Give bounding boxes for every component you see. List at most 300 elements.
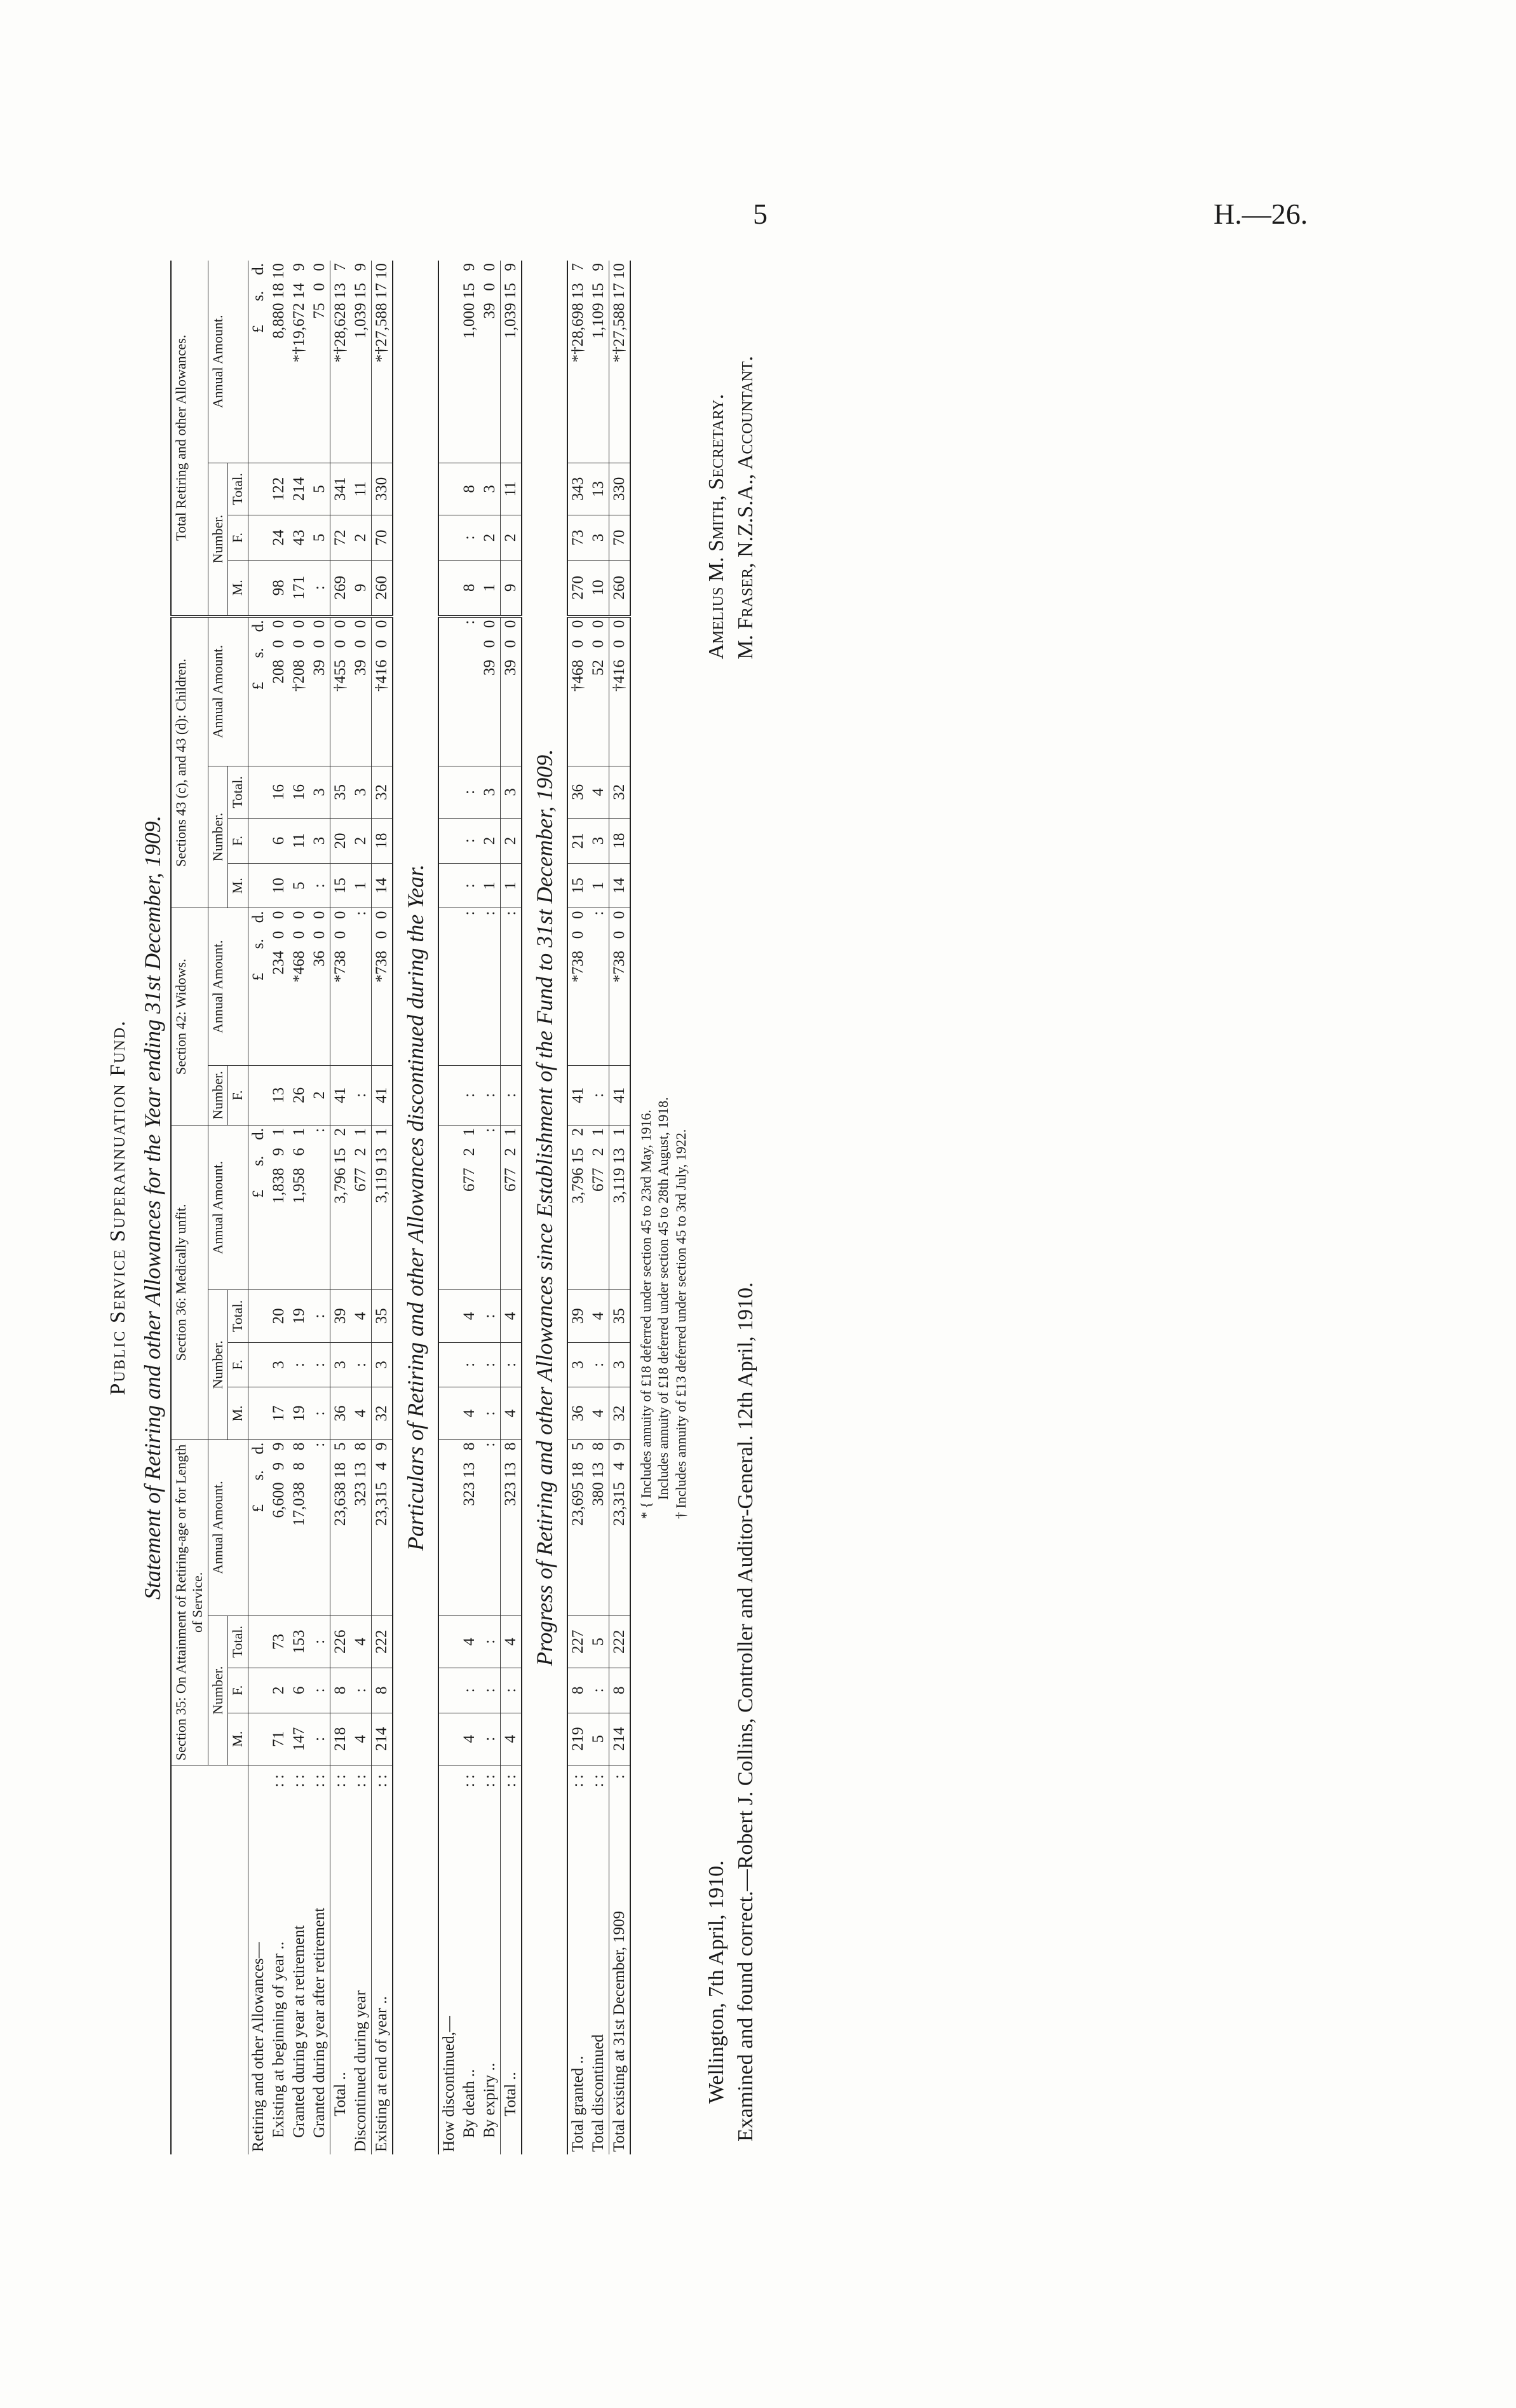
s43-f-cell: 2: [351, 819, 372, 864]
s42-amount-cell: 234 0 0: [269, 908, 289, 1065]
table-row: [588, 261, 609, 2154]
f-header: F.: [228, 819, 248, 864]
s36-m-cell: 36: [567, 1387, 588, 1439]
row-label: [500, 1765, 522, 2154]
s43-m-cell: 15: [330, 863, 351, 908]
s42-f-cell: :: [480, 1065, 501, 1125]
total-f-cell: 43: [289, 515, 309, 561]
total-total-cell: 8: [459, 463, 480, 515]
s35-amount-cell: 323 13 8: [459, 1439, 480, 1616]
s36-amount-cell: 677 2 1: [588, 1126, 609, 1290]
total-f-cell: 73: [567, 515, 588, 561]
s43-total-cell: 3: [351, 766, 372, 818]
s42-amount-cell: :: [480, 908, 501, 1065]
s36-f-cell: 3: [567, 1342, 588, 1387]
s36-f-cell: 3: [371, 1342, 393, 1387]
row-label: [567, 1765, 588, 2154]
s36-f-cell: 3: [609, 1342, 630, 1387]
footnote-3: † Includes annuity of £13 deferred under section 45 to 3rd July, 1922.: [672, 1129, 689, 1519]
footnote-2: Includes annuity of £18 deferred under section 45 to 28th August, 1918.: [655, 1097, 672, 1500]
table-row: [459, 261, 480, 2154]
s43-total-cell: 36: [567, 766, 588, 818]
row-label: [588, 1765, 609, 2154]
total-amount-cell: 1,000 15 9: [459, 261, 480, 463]
total-total-cell: 11: [500, 463, 522, 515]
leader-dots: :: [610, 1774, 628, 1779]
f-header: F.: [228, 1065, 248, 1125]
accountant-signature: M. Fraser, N.Z.S.A., Accountant.: [733, 356, 757, 660]
s35-total-cell: 222: [371, 1616, 393, 1668]
s42-f-cell: 13: [269, 1065, 289, 1125]
row-label: [351, 1765, 372, 2154]
s36-m-cell: 17: [269, 1387, 289, 1439]
total-f-cell: 2: [351, 515, 372, 561]
s35-f-cell: 2: [269, 1668, 289, 1713]
s42-f-cell: :: [351, 1065, 372, 1125]
rotated-sheet: [102, 261, 1150, 2154]
s43-total-cell: 3: [309, 766, 330, 818]
leader-dots: : :: [269, 1774, 287, 1788]
total-header: Total Retiring and other Allowances.: [171, 261, 208, 616]
total-m-cell: 8: [459, 560, 480, 616]
s35-total-cell: 227: [567, 1616, 588, 1668]
statement-table: [170, 261, 393, 2154]
s36-amount-cell: 1,958 6 1: [289, 1126, 309, 1290]
s36-total-cell: 35: [371, 1290, 393, 1342]
f-header: F.: [228, 1668, 248, 1713]
s36-total-cell: 35: [609, 1290, 630, 1342]
total-m-cell: 269: [330, 560, 351, 616]
s35-amount-cell: 23,638 18 5: [330, 1439, 351, 1616]
document-reference: H.—26.: [1214, 198, 1308, 230]
total-amount-cell: 1,039 15 9: [500, 261, 522, 463]
s43-m-cell: 5: [289, 863, 309, 908]
row-label-text: Granted during year after retirement: [310, 1907, 328, 2138]
row-label: [371, 1765, 393, 2154]
s36-total-cell: 39: [567, 1290, 588, 1342]
leader-dots: : :: [372, 1774, 390, 1788]
s43-total-cell: 16: [289, 766, 309, 818]
table-row: [609, 261, 630, 2154]
s43-m-cell: 10: [269, 863, 289, 908]
s43-amount-cell: †416 0 0: [371, 616, 393, 766]
total-f-cell: 24: [269, 515, 289, 561]
currency-label: £ s. d.: [248, 908, 269, 1065]
examined-statement: Examined and found correct.—Robert J. Collins, Controller and Auditor-General. 12th April, 1910.: [733, 1282, 757, 2142]
s35-m-cell: :: [480, 1713, 501, 1765]
s36-f-cell: :: [459, 1342, 480, 1387]
s42-f-cell: 41: [609, 1065, 630, 1125]
s43-f-cell: :: [459, 819, 480, 864]
s42-amount-cell: *738 0 0: [371, 908, 393, 1065]
s36-amount-cell: 3,119 13 1: [371, 1126, 393, 1290]
total-m-cell: 260: [609, 560, 630, 616]
total-f-cell: 72: [330, 515, 351, 561]
s36-f-cell: :: [500, 1342, 522, 1387]
s43-m-cell: 1: [588, 863, 609, 908]
total-f-cell: :: [459, 515, 480, 561]
table-row: [269, 261, 289, 2154]
doc-title: Public Service Superannuation Fund.: [106, 1019, 130, 1396]
s43-total-cell: 35: [330, 766, 351, 818]
row-label: [480, 1765, 501, 2154]
total-total-cell: 341: [330, 463, 351, 515]
total-m-cell: 10: [588, 560, 609, 616]
row-label-text: By death ..: [460, 2069, 478, 2138]
s43-amount-cell: 39 0 0: [500, 616, 522, 766]
s43-amount-cell: †416 0 0: [609, 616, 630, 766]
s35-total-cell: :: [309, 1616, 330, 1668]
s35-m-cell: 214: [371, 1713, 393, 1765]
s43-total-cell: 3: [500, 766, 522, 818]
s35-m-cell: 4: [351, 1713, 372, 1765]
s43-f-cell: 21: [567, 819, 588, 864]
page-number: 5: [753, 198, 768, 230]
total-f-cell: 70: [371, 515, 393, 561]
s35-amount-cell: 380 13 8: [588, 1439, 609, 1616]
s36-m-cell: 36: [330, 1387, 351, 1439]
secretary-signature: Amelius M. Smith, Secretary.: [705, 393, 729, 660]
number-header: Number.: [208, 1616, 227, 1765]
leader-dots: : :: [310, 1774, 328, 1788]
s42-amount-cell: 36 0 0: [309, 908, 330, 1065]
s36-f-cell: 3: [269, 1342, 289, 1387]
s35-total-cell: 73: [269, 1616, 289, 1668]
s42-amount-cell: *738 0 0: [609, 908, 630, 1065]
total-amount-cell: *†28,698 13 7: [567, 261, 588, 463]
row-label-text: Total existing at 31st December, 1909: [610, 1910, 628, 2152]
total-m-cell: 9: [351, 560, 372, 616]
s35-header: Section 35: On Attainment of Retiring-age or for Length of Service.: [171, 1439, 208, 1765]
s36-m-cell: 32: [609, 1387, 630, 1439]
s43-m-cell: 1: [351, 863, 372, 908]
total-amount-cell: *†27,588 17 10: [609, 261, 630, 463]
total-total-cell: 214: [289, 463, 309, 515]
s42-f-cell: 26: [289, 1065, 309, 1125]
s35-f-cell: 6: [289, 1668, 309, 1713]
s36-m-cell: :: [309, 1387, 330, 1439]
row-label: [269, 1765, 289, 2154]
leader-dots: : :: [331, 1774, 349, 1788]
table-row: [567, 261, 588, 2154]
s43-amount-cell: 208 0 0: [269, 616, 289, 766]
s36-total-cell: 20: [269, 1290, 289, 1342]
s36-f-cell: :: [480, 1342, 501, 1387]
total-m-cell: 171: [289, 560, 309, 616]
s35-m-cell: 147: [289, 1713, 309, 1765]
row-label-text: Total discontinued: [589, 2034, 607, 2152]
s42-f-cell: :: [459, 1065, 480, 1125]
s43-f-cell: 18: [609, 819, 630, 864]
s43-f-cell: 2: [480, 819, 501, 864]
total-total-cell: 343: [567, 463, 588, 515]
s43-m-cell: 1: [500, 863, 522, 908]
discontinued-table: [438, 261, 522, 2154]
s35-f-cell: :: [351, 1668, 372, 1713]
s35-total-cell: 222: [609, 1616, 630, 1668]
s43-total-cell: 16: [269, 766, 289, 818]
total-total-cell: 3: [480, 463, 501, 515]
s42-amount-cell: :: [351, 908, 372, 1065]
signature-block: [702, 261, 791, 2154]
s36-total-cell: 39: [330, 1290, 351, 1342]
s43-f-cell: 2: [500, 819, 522, 864]
total-f-cell: 3: [588, 515, 609, 561]
m-header: M.: [228, 863, 248, 908]
annual-header: Annual Amount.: [208, 1439, 248, 1616]
s43-amount-cell: :: [459, 616, 480, 766]
s36-m-cell: 4: [500, 1387, 522, 1439]
total-amount-cell: 1,039 15 9: [351, 261, 372, 463]
s35-amount-cell: 6,600 9 9: [269, 1439, 289, 1616]
table-row: [309, 261, 330, 2154]
currency-row: [248, 261, 269, 2154]
table-row: [371, 261, 393, 2154]
s43-f-cell: 11: [289, 819, 309, 864]
leader-dots: : :: [290, 1774, 308, 1788]
total-m-cell: 270: [567, 560, 588, 616]
leader-dots: : :: [480, 1774, 498, 1788]
s42-amount-cell: *738 0 0: [567, 908, 588, 1065]
row-label-text: Total ..: [501, 2072, 519, 2116]
s36-amount-cell: :: [309, 1126, 330, 1290]
total-count-header: Total.: [228, 1290, 248, 1342]
currency-label: £ s. d.: [248, 616, 269, 766]
s35-m-cell: 219: [567, 1713, 588, 1765]
s35-m-cell: 218: [330, 1713, 351, 1765]
place-date: Wellington, 7th April, 1910.: [705, 1860, 729, 2104]
label-column-header: [171, 1765, 248, 2154]
s36-amount-cell: :: [480, 1126, 501, 1290]
s36-amount-cell: 3,796 15 2: [567, 1126, 588, 1290]
progress-title: Progress of Retiring and other Allowances since Establishment of the Fund to 31st December, 1909.: [531, 749, 557, 1666]
s43-f-cell: 20: [330, 819, 351, 864]
s43-total-cell: 3: [480, 766, 501, 818]
s35-f-cell: :: [309, 1668, 330, 1713]
s35-m-cell: 214: [609, 1713, 630, 1765]
s35-amount-cell: 323 13 8: [500, 1439, 522, 1616]
s35-f-cell: 8: [330, 1668, 351, 1713]
s36-total-cell: 4: [500, 1290, 522, 1342]
s42-f-cell: 2: [309, 1065, 330, 1125]
s42-f-cell: 41: [567, 1065, 588, 1125]
number-header: Number.: [208, 1065, 227, 1125]
total-f-cell: 5: [309, 515, 330, 561]
s43-f-cell: 3: [588, 819, 609, 864]
s43-m-cell: 15: [567, 863, 588, 908]
total-amount-cell: 39 0 0: [480, 261, 501, 463]
table-row: [330, 261, 351, 2154]
s36-amount-cell: 677 2 1: [459, 1126, 480, 1290]
s35-total-cell: 5: [588, 1616, 609, 1668]
s36-f-cell: :: [351, 1342, 372, 1387]
s35-f-cell: :: [459, 1668, 480, 1713]
total-amount-cell: *†27,588 17 10: [371, 261, 393, 463]
s36-total-cell: :: [309, 1290, 330, 1342]
row-label-text: Total granted ..: [569, 2056, 586, 2152]
s43-total-cell: :: [459, 766, 480, 818]
s43-total-cell: 32: [371, 766, 393, 818]
table-row: [480, 261, 501, 2154]
total-amount-cell: 1,109 15 9: [588, 261, 609, 463]
currency-label: £ s. d.: [248, 261, 269, 463]
s35-f-cell: 8: [567, 1668, 588, 1713]
s36-total-cell: 4: [351, 1290, 372, 1342]
total-m-cell: 260: [371, 560, 393, 616]
s43-m-cell: :: [309, 863, 330, 908]
s36-header: Section 36: Medically unfit.: [171, 1126, 208, 1440]
s35-m-cell: 4: [500, 1713, 522, 1765]
annual-header: Annual Amount.: [208, 1126, 248, 1290]
footnotes: [637, 261, 690, 1519]
s35-f-cell: 8: [371, 1668, 393, 1713]
s36-m-cell: 4: [459, 1387, 480, 1439]
s36-m-cell: 4: [588, 1387, 609, 1439]
total-amount-cell: *†28,628 13 7: [330, 261, 351, 463]
s36-f-cell: 3: [330, 1342, 351, 1387]
s36-amount-cell: 1,838 9 1: [269, 1126, 289, 1290]
s43-m-cell: 1: [480, 863, 501, 908]
s42-amount-cell: *468 0 0: [289, 908, 309, 1065]
m-header: M.: [228, 1387, 248, 1439]
table2-heading: How discontinued,—: [440, 2016, 457, 2152]
row-label-text: By expiry ..: [480, 2062, 498, 2138]
total-count-header: Total.: [228, 1616, 248, 1668]
m-header: M.: [228, 560, 248, 616]
leader-dots: : :: [460, 1774, 478, 1788]
s35-total-cell: 4: [500, 1616, 522, 1668]
s42-f-cell: 41: [330, 1065, 351, 1125]
s43-amount-cell: †468 0 0: [567, 616, 588, 766]
s43-amount-cell: 39 0 0: [480, 616, 501, 766]
s35-m-cell: 4: [459, 1713, 480, 1765]
total-total-cell: 13: [588, 463, 609, 515]
currency-label: £ s. d.: [248, 1126, 269, 1290]
s43-amount-cell: †208 0 0: [289, 616, 309, 766]
s36-amount-cell: 677 2 1: [500, 1126, 522, 1290]
s35-amount-cell: :: [309, 1439, 330, 1616]
leader-dots: : :: [569, 1774, 586, 1788]
s43-m-cell: 14: [371, 863, 393, 908]
m-header: M.: [228, 1713, 248, 1765]
s43-f-cell: 18: [371, 819, 393, 864]
total-f-cell: 2: [480, 515, 501, 561]
footnote-1: * { Includes annuity of £18 deferred under section 45 to 23rd May, 1916.: [637, 1110, 654, 1519]
row-label-text: Granted during year at retirement: [290, 1925, 308, 2138]
s42-f-cell: :: [588, 1065, 609, 1125]
annual-header: Annual Amount.: [208, 908, 248, 1065]
table1-heading: Retiring and other Allowances—: [249, 1942, 267, 2152]
number-header: Number.: [208, 463, 227, 616]
s42-f-cell: 41: [371, 1065, 393, 1125]
f-header: F.: [228, 1342, 248, 1387]
annual-header: Annual Amount.: [208, 616, 248, 766]
s35-total-cell: 4: [459, 1616, 480, 1668]
s35-m-cell: 71: [269, 1713, 289, 1765]
total-m-cell: 1: [480, 560, 501, 616]
s36-amount-cell: 3,119 13 1: [609, 1126, 630, 1290]
s35-amount-cell: 17,038 8 8: [289, 1439, 309, 1616]
s43-f-cell: 6: [269, 819, 289, 864]
s36-total-cell: :: [480, 1290, 501, 1342]
s42-amount-cell: :: [588, 908, 609, 1065]
s43-amount-cell: †455 0 0: [330, 616, 351, 766]
total-count-header: Total.: [228, 766, 248, 818]
total-amount-cell: 8,880 18 10: [269, 261, 289, 463]
total-m-cell: :: [309, 560, 330, 616]
leader-dots: : :: [351, 1774, 369, 1788]
s35-amount-cell: 23,315 4 9: [609, 1439, 630, 1616]
table-row: [351, 261, 372, 2154]
s43-total-cell: 32: [609, 766, 630, 818]
total-amount-cell: 75 0 0: [309, 261, 330, 463]
s36-total-cell: 4: [588, 1290, 609, 1342]
s43-amount-cell: 39 0 0: [309, 616, 330, 766]
s35-amount-cell: 323 13 8: [351, 1439, 372, 1616]
statement-title: Statement of Retiring and other Allowances for the Year ending 31st December, 1909.: [140, 815, 165, 1600]
row-label: [609, 1765, 630, 2154]
total-f-cell: 70: [609, 515, 630, 561]
s36-amount-cell: 677 2 1: [351, 1126, 372, 1290]
row-label: [330, 1765, 351, 2154]
row-label: [309, 1765, 330, 2154]
s36-m-cell: 19: [289, 1387, 309, 1439]
s35-amount-cell: :: [480, 1439, 501, 1616]
s36-m-cell: :: [480, 1387, 501, 1439]
s43-f-cell: 3: [309, 819, 330, 864]
s35-total-cell: 4: [351, 1616, 372, 1668]
s36-f-cell: :: [588, 1342, 609, 1387]
leader-dots: : :: [589, 1774, 607, 1788]
row-label-text: Existing at end of year ..: [372, 1996, 390, 2152]
f-header: F.: [228, 515, 248, 561]
number-header: Number.: [208, 1290, 227, 1440]
row-label: [459, 1765, 480, 2154]
leader-dots: : :: [501, 1774, 519, 1788]
total-total-cell: 5: [309, 463, 330, 515]
s43-m-cell: 14: [609, 863, 630, 908]
s36-m-cell: 4: [351, 1387, 372, 1439]
total-m-cell: 9: [500, 560, 522, 616]
total-amount-cell: *†19,672 14 9: [289, 261, 309, 463]
s35-total-cell: :: [480, 1616, 501, 1668]
s42-f-cell: :: [500, 1065, 522, 1125]
s42-amount-cell: :: [500, 908, 522, 1065]
row-label-text: Discontinued during year: [351, 1990, 369, 2152]
total-total-cell: 11: [351, 463, 372, 515]
s43-amount-cell: 52 0 0: [588, 616, 609, 766]
total-total-cell: 330: [371, 463, 393, 515]
s36-f-cell: :: [309, 1342, 330, 1387]
annual-header: Annual Amount.: [208, 261, 248, 463]
s36-f-cell: :: [289, 1342, 309, 1387]
table-row: [289, 261, 309, 2154]
total-m-cell: 98: [269, 560, 289, 616]
s35-m-cell: :: [309, 1713, 330, 1765]
s35-f-cell: 8: [609, 1668, 630, 1713]
s43-amount-cell: 39 0 0: [351, 616, 372, 766]
s42-header: Section 42: Widows.: [171, 908, 208, 1126]
s42-amount-cell: *738 0 0: [330, 908, 351, 1065]
s35-f-cell: :: [500, 1668, 522, 1713]
total-count-header: Total.: [228, 463, 248, 515]
s35-total-cell: 153: [289, 1616, 309, 1668]
number-header: Number.: [208, 766, 227, 908]
row-label: [289, 1765, 309, 2154]
s35-total-cell: 226: [330, 1616, 351, 1668]
row-label-text: Existing at beginning of year ..: [269, 1942, 287, 2138]
s43-total-cell: 4: [588, 766, 609, 818]
